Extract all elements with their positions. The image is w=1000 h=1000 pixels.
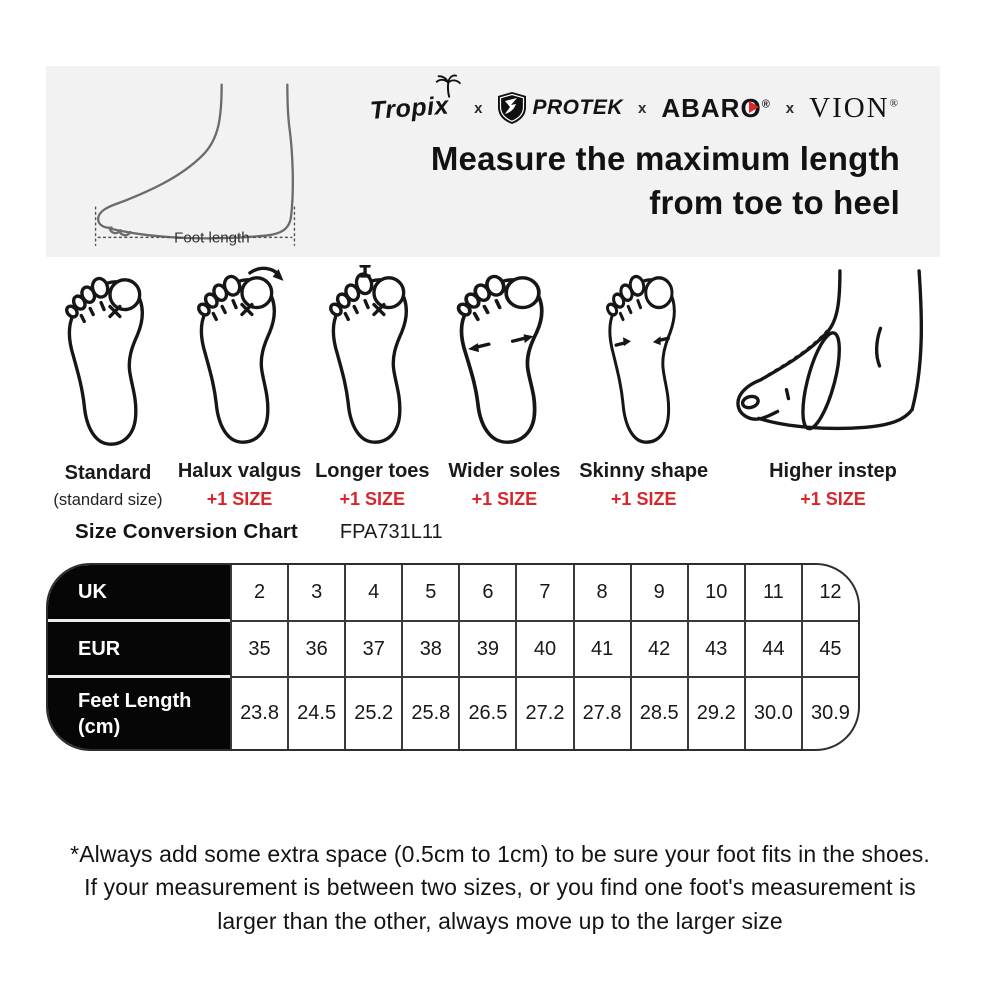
table-cell: 26.5 — [458, 678, 515, 749]
table-cell: 4 — [344, 565, 401, 622]
table-cell: 37 — [344, 622, 401, 678]
table-cell: 11 — [744, 565, 801, 622]
table-cell: 3 — [287, 565, 344, 622]
table-cell: 27.8 — [573, 678, 630, 749]
table-cell: 9 — [630, 565, 687, 622]
foot-length-illustration — [46, 66, 348, 257]
protek-shield-icon — [497, 91, 527, 125]
foot-type-note: +1 SIZE — [800, 489, 866, 509]
headline — [431, 137, 900, 225]
tropix-wordmark: Tropix — [369, 91, 450, 125]
table-cell: 41 — [573, 622, 630, 678]
vion-wordmark: VION — [809, 91, 890, 124]
foot-types-row — [52, 265, 944, 510]
registered-mark: ® — [889, 96, 900, 109]
table-cell: 39 — [458, 622, 515, 678]
foot-type-standard — [52, 267, 164, 510]
table-cell: 44 — [744, 622, 801, 678]
table-cell: 28.5 — [630, 678, 687, 749]
palm-tree-icon — [435, 73, 463, 99]
table-cell: 42 — [630, 622, 687, 678]
footnote-line-3: larger than the other, always move up to the larger size — [217, 907, 783, 934]
table-cell: 35 — [230, 622, 287, 678]
table-cell: 27.2 — [515, 678, 572, 749]
foot-type-label: Higher instep — [769, 460, 897, 482]
foot-higher-instep-icon — [722, 265, 944, 453]
brand-separator: x — [785, 99, 795, 117]
protek-wordmark: PROTEK — [532, 96, 623, 119]
size-conversion-table — [46, 563, 860, 751]
foot-type-higher-instep — [722, 265, 944, 510]
table-cell: 45 — [801, 622, 858, 678]
banner-right — [348, 66, 940, 257]
foot-type-note: +1 SIZE — [206, 489, 273, 509]
row-header-feet-length: Feet Length (cm) — [48, 678, 230, 749]
model-code: FPA731L11 — [339, 521, 443, 543]
foot-type-label: Skinny shape — [579, 460, 709, 482]
brand-separator: x — [638, 99, 647, 117]
foot-type-label: Wider soles — [448, 460, 561, 482]
table-cell: 30.0 — [744, 678, 801, 749]
table-cell: 40 — [515, 622, 572, 678]
foot-type-label: Halux valgus — [177, 460, 302, 482]
table-cell: 29.2 — [687, 678, 744, 749]
table-cell: 12 — [801, 565, 858, 622]
headline-line-1: Measure the maximum length — [430, 140, 900, 177]
table-cell: 6 — [458, 565, 515, 622]
table-cell: 25.2 — [344, 678, 401, 749]
footnote-line-1: *Always add some extra space (0.5cm to 1cm) to be sure your foot fits in the shoes. — [70, 841, 930, 867]
table-cell: 30.9 — [801, 678, 858, 749]
table-cell: 8 — [573, 565, 630, 622]
row-header-eur: EUR — [48, 622, 230, 678]
headline-line-2: from toe to heel — [649, 183, 900, 221]
foot-halux-valgus-icon — [184, 265, 296, 453]
foot-type-note: (standard size) — [53, 491, 163, 509]
vion-logo — [809, 92, 900, 125]
table-cell: 36 — [287, 622, 344, 678]
chart-title-row — [75, 520, 443, 544]
protek-logo — [497, 91, 623, 125]
foot-standard-icon — [52, 267, 164, 455]
footnote-line-2: If your measurement is between two sizes, or you find one foot's measurement is — [84, 874, 916, 901]
abaro-play-icon — [749, 101, 759, 113]
foot-longer-toes-icon — [316, 265, 428, 453]
registered-mark: ® — [761, 97, 771, 110]
foot-type-skinny-shape — [579, 265, 708, 510]
table-cell: 24.5 — [287, 678, 344, 749]
foot-type-note: +1 SIZE — [610, 489, 677, 509]
measure-banner — [46, 66, 940, 257]
table-cell: 7 — [515, 565, 572, 622]
tropix-logo — [367, 90, 460, 125]
table-cell: 38 — [401, 622, 458, 678]
table-cell: 25.8 — [401, 678, 458, 749]
abaro-logo — [661, 93, 770, 124]
table-cell: 2 — [230, 565, 287, 622]
table-cell: 10 — [687, 565, 744, 622]
brand-separator: x — [474, 99, 483, 117]
table-cell: 43 — [687, 622, 744, 678]
table-cell: 23.8 — [230, 678, 287, 749]
abaro-wordmark: ABARO — [661, 92, 762, 123]
foot-type-label: Longer toes — [315, 460, 430, 482]
footnote — [0, 838, 1000, 938]
size-chart-title: Size Conversion Chart — [75, 520, 298, 543]
foot-type-halux-valgus — [178, 265, 301, 510]
foot-type-longer-toes — [315, 265, 429, 510]
foot-skinny-shape-icon — [595, 265, 693, 453]
foot-type-note: +1 SIZE — [471, 489, 538, 509]
foot-length-label: Foot length — [174, 229, 250, 247]
foot-side-measure-icon — [68, 74, 354, 256]
brand-row — [368, 80, 900, 136]
foot-type-wider-soles — [443, 265, 565, 510]
row-header-uk: UK — [48, 565, 230, 622]
foot-type-note: +1 SIZE — [339, 489, 406, 509]
foot-type-label: Standard — [64, 462, 152, 484]
table-cell: 5 — [401, 565, 458, 622]
foot-wider-soles-icon — [443, 265, 565, 453]
